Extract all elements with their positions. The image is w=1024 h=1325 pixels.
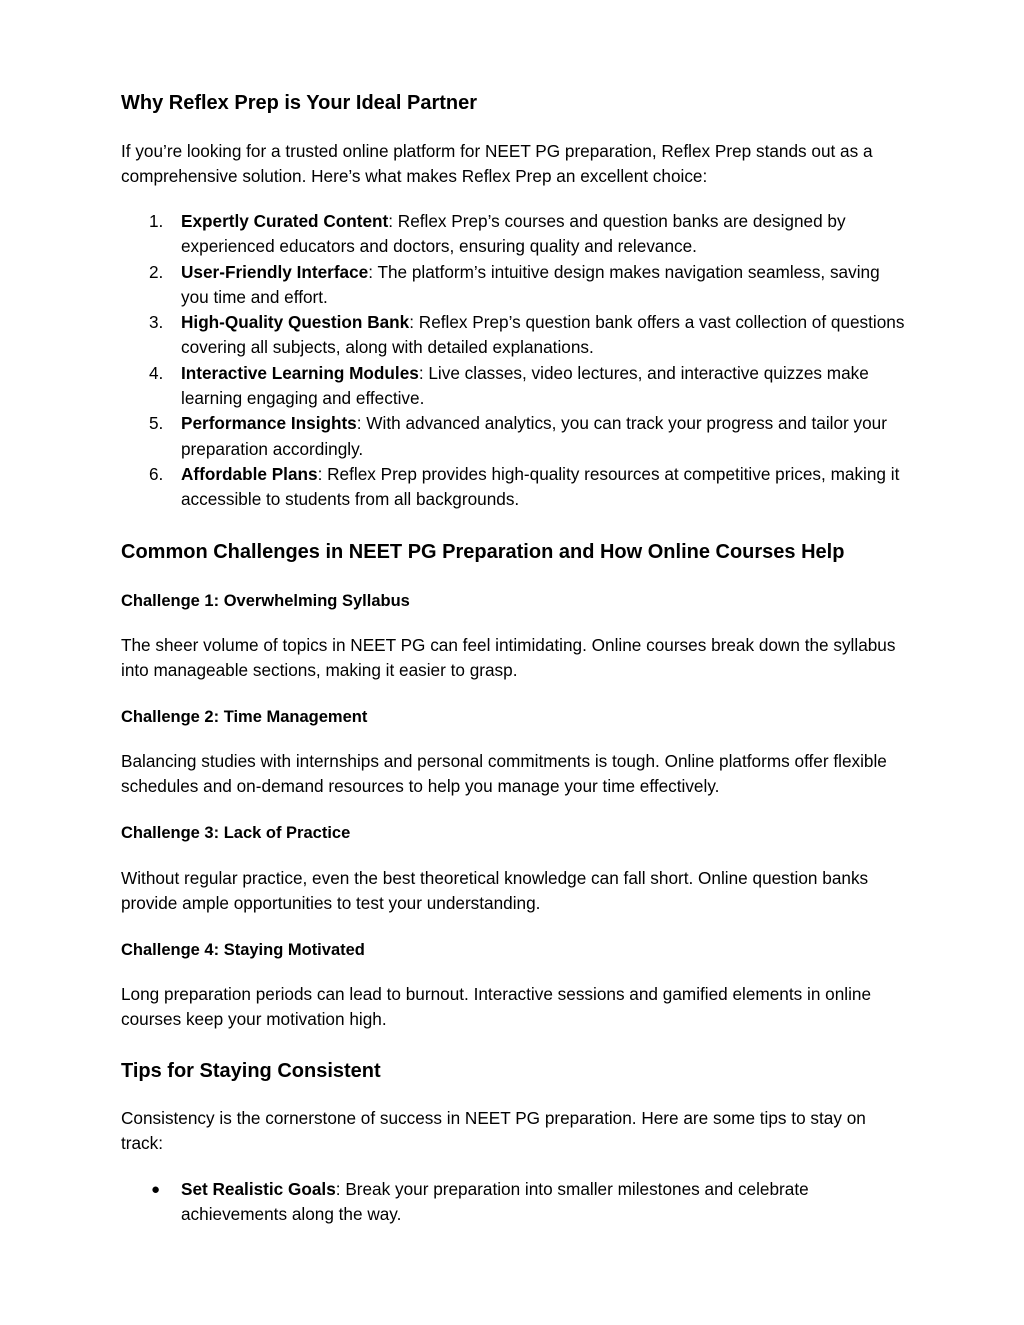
list-item-term: Affordable Plans xyxy=(181,463,318,484)
list-item-term: High-Quality Question Bank xyxy=(181,312,410,333)
list-item-text: : The platform’s intuitive design makes navigation seamless, saving you time and effort. xyxy=(181,261,880,307)
list-number: 4. xyxy=(149,362,164,383)
list-number: 2. xyxy=(149,261,164,282)
list-item-term: Set Realistic Goals xyxy=(181,1179,336,1199)
list-number: 5. xyxy=(149,413,164,434)
challenge-paragraph: Without regular practice, even the best theoretical knowledge can fall short. Online question banks provide ample opportunities to test your understanding. xyxy=(121,868,869,914)
why-intro-paragraph: If you’re looking for a trusted online platform for NEET PG preparation, Reflex Prep stands out as a comprehensive solution. Here’s what makes Reflex Prep an excellent choice: xyxy=(121,141,873,187)
challenge-paragraph: The sheer volume of topics in NEET PG can feel intimidating. Online courses break down the syllabus into manageable sections, making it easier to grasp. xyxy=(121,635,896,681)
list-item xyxy=(121,361,911,412)
list-item-term: Expertly Curated Content xyxy=(181,211,389,231)
list-item xyxy=(121,310,911,361)
list-item xyxy=(121,260,911,311)
list-item-term: Performance Insights xyxy=(181,413,357,434)
section-heading-tips: Tips for Staying Consistent xyxy=(121,1060,381,1082)
list-number: 3. xyxy=(149,312,164,333)
list-item xyxy=(121,1177,911,1228)
list-item xyxy=(121,462,911,513)
challenge-title: Challenge 3: Lack of Practice xyxy=(121,824,351,842)
tips-bullet-list xyxy=(121,1177,911,1228)
list-item-text: : Reflex Prep’s question bank offers a vast collection of questions covering all subjects, along with detailed explanations. xyxy=(181,312,905,358)
list-item-term: Interactive Learning Modules xyxy=(181,362,419,383)
tips-intro-paragraph: Consistency is the cornerstone of success in NEET PG preparation. Here are some tips to stay on track: xyxy=(121,1108,866,1154)
list-item xyxy=(121,411,911,462)
section-heading-challenges: Common Challenges in NEET PG Preparation and How Online Courses Help xyxy=(121,541,845,563)
section-heading-why: Why Reflex Prep is Your Ideal Partner xyxy=(121,92,478,114)
list-item-text: : Reflex Prep’s courses and question banks are designed by experienced educators and doctors, ensuring quality and relevance. xyxy=(181,211,846,257)
challenge-title: Challenge 4: Staying Motivated xyxy=(121,941,365,959)
list-number: 6. xyxy=(149,463,164,484)
list-item-text: : Live classes, video lectures, and interactive quizzes make learning engaging and effective. xyxy=(181,362,869,409)
bullet-icon: ● xyxy=(151,1181,161,1198)
list-item-term: User-Friendly Interface xyxy=(181,261,369,282)
list-number: 1. xyxy=(149,211,164,231)
list-item-text: : With advanced analytics, you can track your progress and tailor your preparation accordingly. xyxy=(181,413,887,459)
challenge-paragraph: Balancing studies with internships and personal commitments is tough. Online platforms offer flexible schedules and on-demand resources to help you manage your time effectively. xyxy=(121,751,887,797)
challenge-title: Challenge 2: Time Management xyxy=(121,708,368,726)
why-numbered-list xyxy=(121,209,911,513)
list-item-text: : Break your preparation into smaller milestones and celebrate achievements along the way. xyxy=(181,1179,809,1225)
challenge-paragraph: Long preparation periods can lead to burnout. Interactive sessions and gamified elements in online courses keep your motivation high. xyxy=(121,984,872,1030)
challenge-title: Challenge 1: Overwhelming Syllabus xyxy=(121,592,410,610)
list-item-text: : Reflex Prep provides high-quality resources at competitive prices, making it accessible to students from all backgrounds. xyxy=(181,463,900,510)
list-item xyxy=(121,209,911,260)
